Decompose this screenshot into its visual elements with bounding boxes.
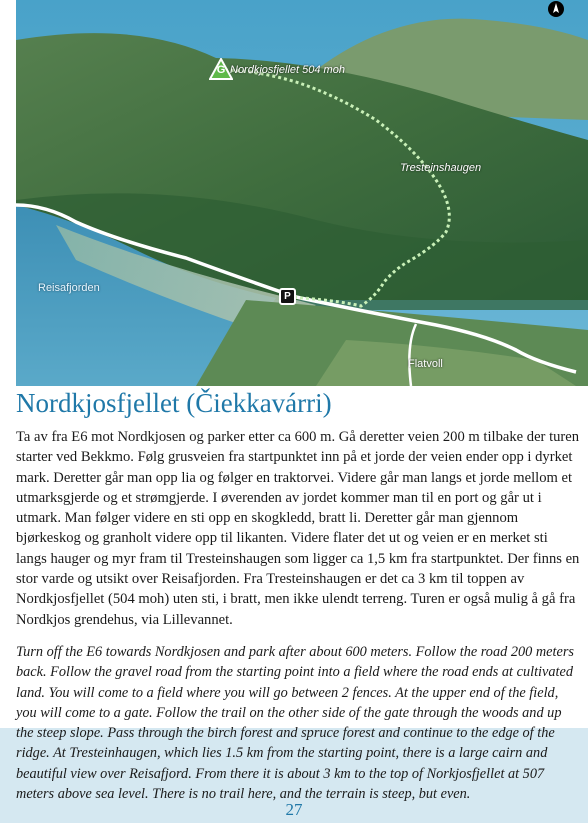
tresteinshaugen-label: Tresteinshaugen — [400, 162, 482, 174]
map-graphic — [16, 0, 588, 386]
north-arrow-icon — [548, 1, 564, 17]
description-norwegian: Ta av fra E6 mot Nordkjosen og parker etter ca 600 m. Gå deretter veien 200 m tilbake der turen starter ved Bekkmo. Følg grusveien fra startpunktet inn på et jorde der veien ender opp i dyrket mark. Deretter går man opp lia og følger en traktorvei. Videre går man langs et jorde mellom et utmarksgjerde og et strømgjerde. I øverenden av jordet kommer man til en port og går ut i utmark. Man følger videre en sti opp en skogkledd, bratt li. Deretter går man gjennom bjørkeskog og granholt videre opp til likanten. Videre flater det ut og veien er en merket sti langs hauger og myr fram til Tresteinshaugen som ligger ca 1,5 km fra startpunktet. Der finns en stor varde og utsikt over Reisafjorden. Fra Tresteinshaugen er det ca 3 km til toppen av Nordkjosfjellet (504 moh) uten sti, i bratt, men ikke ulendt terreng. Turen er også mulig å gå fra Nordkjos grendehus, via Lillevannet. — [16, 429, 580, 628]
fjord-label: Reisafjorden — [38, 282, 100, 294]
summit-letter: G — [216, 64, 226, 76]
flatvoll-label: Flatvoll — [408, 358, 443, 370]
description-english: Turn off the E6 towards Nordkjosen and park after about 600 meters. Follow the road 200 meters back. Follow the gravel road from the starting point into a field where the road ends at cultivated land. You will come to a field where you will go between 2 fences. At the upper end of the field, you will come to a gate. Follow the trail on the other side of the gate through the woods and up the steep slope. Pass through the birch forest and spruce forest and continue to the edge of the ridge. At Tresteinhaugen, which lies 1.5 km from the starting point, there is a large cairn and beautiful view over Reisafjord. From there it is about 3 km to the top of Norkjosfjellet at 507 meters above sea level. There is no trail here, and the terrain is steep, but even. — [16, 644, 574, 803]
parking-icon: P — [279, 288, 296, 305]
summit-label: Nordkjosfjellet 504 moh — [230, 64, 345, 76]
page-number: 27 — [285, 800, 303, 819]
page-title: Nordkjosfjellet (Čiekkavárri) — [16, 388, 332, 418]
aerial-map — [16, 0, 588, 386]
